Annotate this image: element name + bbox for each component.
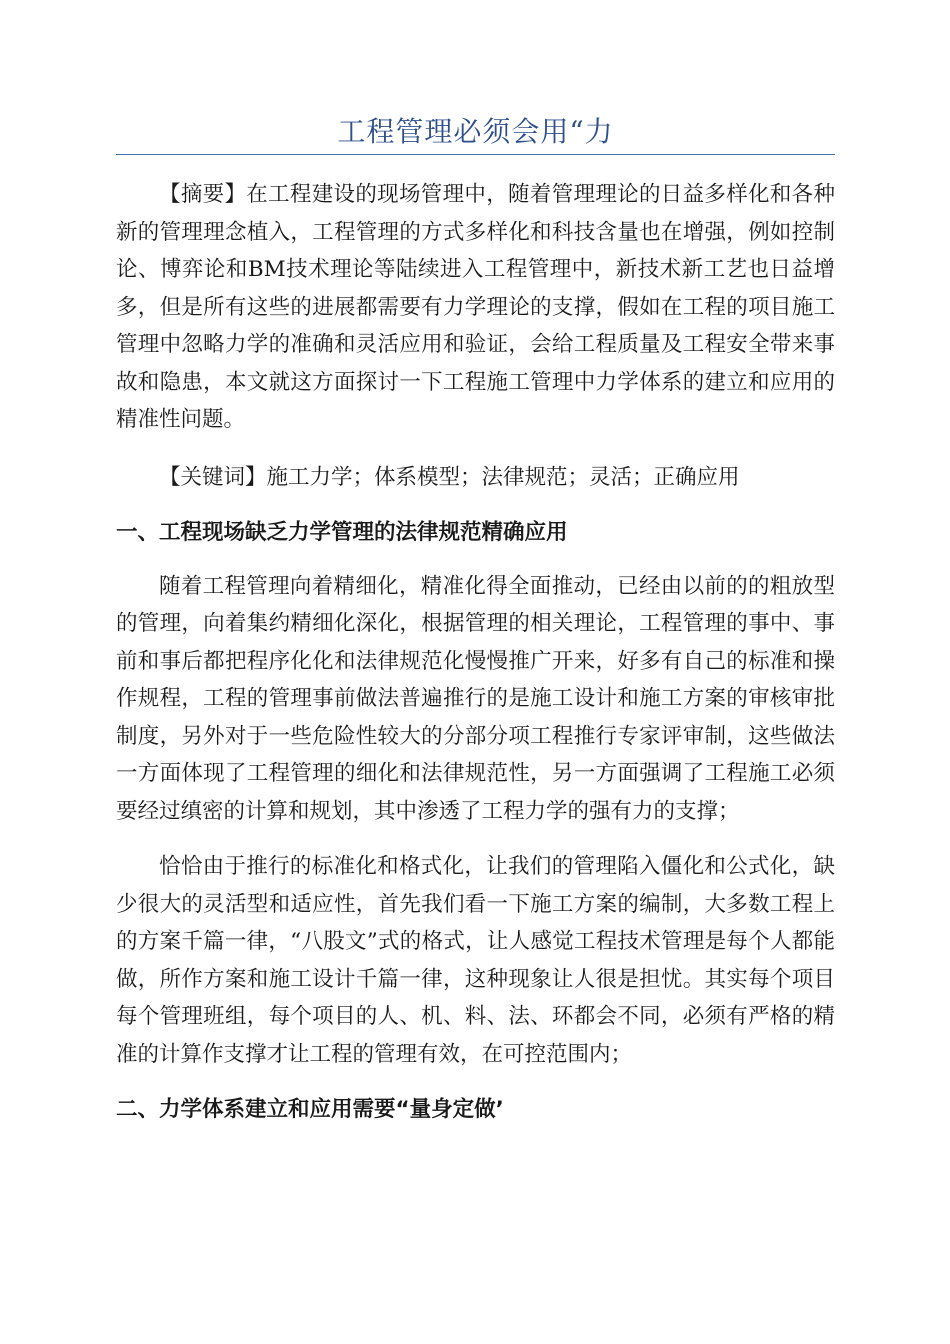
- section-2-heading: 二、力学体系建立和应用需要“量身定做’: [116, 1097, 504, 1122]
- document-body: [116, 176, 835, 1145]
- document-title: 工程管理必须会用“力: [337, 115, 614, 148]
- title-underline: [116, 154, 835, 155]
- section-1-paragraph-1: 随着工程管理向着精细化，精准化得全面推动，已经由以前的的粗放型的管理，向着集约精细化深化，根据管理的相关理论，工程管理的事中、事前和事后都把程序化化和法律规范化慢慢推广开来，好多有自己的标准和操作规程，工程的管理事前做法普遍推行的是施工设计和施工方案的审核审批制度，另外对于一些危险性较大的分部分项工程推行专家评审制，这些做法一方面体现了工程管理的细化和法律规范性，另一方面强调了工程施工必须要经过缜密的计算和规划，其中渗透了工程力学的强有力的支撑；: [116, 573, 835, 824]
- section-1-heading: 一、工程现场缺乏力学管理的法律规范精确应用: [116, 520, 568, 545]
- abstract-paragraph: 【摘要】在工程建设的现场管理中，随着管理理论的日益多样化和各种新的管理理念植入，工程管理的方式多样化和科技含量也在增强，例如控制论、博弈论和BM技术理论等陆续进入工程管理中，新技术新工艺也日益增多，但是所有这些的进展都需要有力学理论的支撑，假如在工程的项目施工管理中忽略力学的准确和灵活应用和验证，会给工程质量及工程安全带来事故和隐患，本文就这方面探讨一下工程施工管理中力学体系的建立和应用的精准性问题。: [116, 182, 835, 432]
- section-1-paragraph-2: 恰恰由于推行的标准化和格式化，让我们的管理陷入僵化和公式化，缺少很大的灵活型和适应性，首先我们看一下施工方案的编制，大多数工程上的方案千篇一律，“八股文”式的格式，让人感觉工程技术管理是每个人都能做，所作方案和施工设计千篇一律，这种现象让人很是担忧。其实每个项目每个管理班组，每个项目的人、机、料、法、环都会不同，必须有严格的精准的计算作支撑才让工程的管理有效，在可控范围内；: [116, 854, 835, 1067]
- keywords-line: 【关键词】施工力学；体系模型；法律规范；灵活；正确应用: [159, 464, 740, 490]
